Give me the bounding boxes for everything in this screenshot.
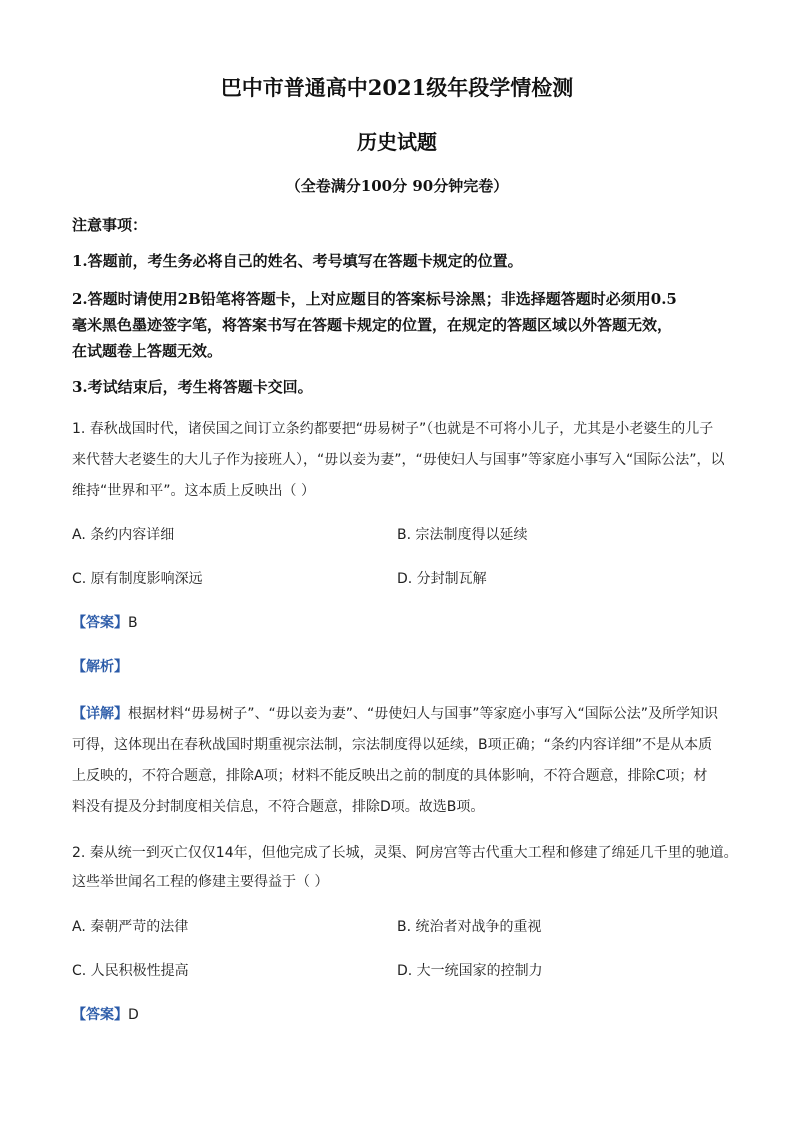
q2-stem-line-2: 这些举世闻名工程的修建主要得益于（ ）	[72, 874, 329, 890]
q2-option-c: C. 人民积极性提高	[72, 963, 189, 979]
notes-heading: 注意事项：	[72, 216, 148, 234]
q2-stem-line-1: 2. 秦从统一到灭亡仅仅14年，但他完成了长城，灵渠、阿房宫等古代重大工程和修建了绵延几千里的驰道。	[72, 845, 738, 861]
note-item-2-line-3: 在试题卷上答题无效。	[72, 342, 223, 360]
q1-option-b: B. 宗法制度得以延续	[397, 527, 528, 543]
detail-tag: 【详解】	[72, 706, 128, 722]
q1-answer	[72, 612, 138, 632]
q1-option-c: C. 原有制度影响深远	[72, 571, 203, 587]
answer-tag: 【答案】	[72, 615, 128, 631]
q1-detail-line-4: 料没有提及分封制度相关信息，不符合题意，排除D项。故选B项。	[72, 799, 485, 815]
q2-option-d: D. 大一统国家的控制力	[397, 963, 543, 979]
q1-stem-line-1: 1. 春秋战国时代，诸侯国之间订立条约都要把“毋易树子”（也就是不可将小儿子，尤其是小老婆生的儿子	[72, 421, 714, 437]
q1-option-a: A. 条约内容详细	[72, 527, 175, 543]
q1-detail-line-1	[72, 703, 718, 723]
note-item-2-line-1: 2.答题时请使用2B铅笔将答题卡，上对应题目的答案标号涂黑；非选择题答题时必须用0.5	[72, 290, 677, 308]
q1-stem-line-3: 维持“世界和平”。这本质上反映出（ ）	[72, 483, 315, 499]
answer-tag: 【答案】	[72, 1007, 128, 1023]
subject-title: 历史试题	[357, 130, 437, 154]
q2-option-b: B. 统治者对战争的重视	[397, 919, 542, 935]
q1-detail-line-3: 上反映的，不符合题意，排除A项；材料不能反映出之前的制度的具体影响，不符合题意，排除C项；材	[72, 768, 708, 784]
q2-option-a: A. 秦朝严苛的法律	[72, 919, 189, 935]
exam-title: 巴中市普通高中2021级年段学情检测	[220, 75, 574, 100]
answer-value: B	[128, 615, 138, 631]
score-info: （全卷满分100分 90分钟完卷）	[285, 177, 509, 195]
detail-text: 根据材料“毋易树子”、“毋以妾为妻”、“毋使妇人与国事”等家庭小事写入“国际公法”及所学知识	[128, 706, 719, 722]
q1-stem-line-2: 来代替大老婆生的大儿子作为接班人），“毋以妾为妻”，“毋使妇人与国事”等家庭小事写入“国际公法”，以	[72, 452, 725, 468]
answer-value: D	[128, 1007, 139, 1023]
q1-detail-line-2: 可得，这体现出在春秋战国时期重视宗法制，宗法制度得以延续，B项正确；“条约内容详细”不是从本质	[72, 737, 713, 753]
q2-answer	[72, 1004, 139, 1024]
analysis-tag: 【解析】	[72, 659, 128, 675]
note-item-1: 1.答题前，考生务必将自己的姓名、考号填写在答题卡规定的位置。	[72, 252, 523, 270]
note-item-2-line-2: 毫米黑色墨迹签字笔，将答案书写在答题卡规定的位置，在规定的答题区域以外答题无效，	[72, 316, 673, 334]
q1-analysis-heading	[72, 656, 128, 676]
note-item-3: 3.考试结束后，考生将答题卡交回。	[72, 378, 313, 396]
q1-option-d: D. 分封制瓦解	[397, 571, 487, 587]
